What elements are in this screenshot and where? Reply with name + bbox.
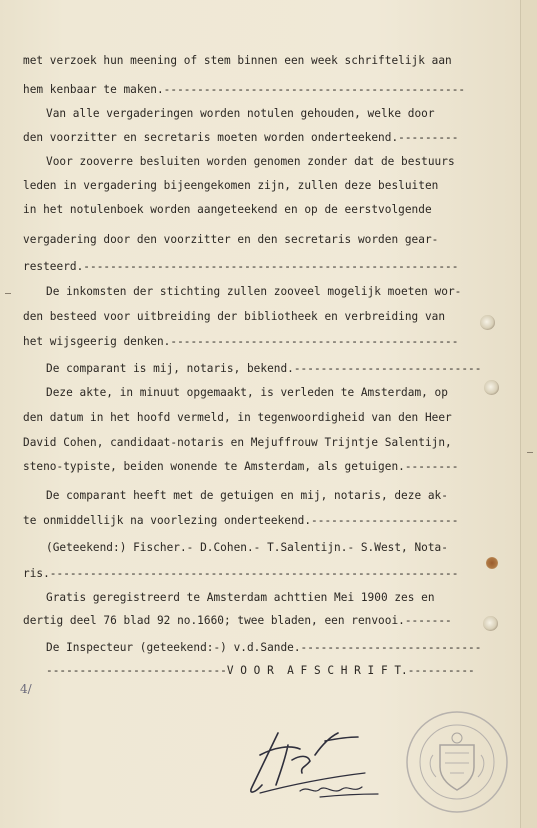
text-line-7: in het notulenboek worden aangeteekend en op de eerstvolgende <box>23 203 432 216</box>
adjacent-page-edge <box>521 0 537 828</box>
text-line-14: Deze akte, in minuut opgemaakt, is verleden te Amsterdam, op <box>46 386 448 399</box>
rust-stain <box>486 557 498 569</box>
text-line-21: ris.------------------------------------------------------------- <box>23 567 459 580</box>
text-line-25: ---------------------------V O O R A F S C H R I F T.---------- <box>46 664 475 677</box>
text-line-12: het wijsgeerig denken.------------------------------------------- <box>23 335 459 348</box>
text-line-4: den voorzitter en secretaris moeten worden onderteekend.--------- <box>23 131 459 144</box>
text-line-24: De Inspecteur (geteekend:-) v.d.Sande.--------------------------- <box>46 641 482 654</box>
notary-signature <box>230 715 390 810</box>
text-line-22: Gratis geregistreerd te Amsterdam achttien Mei 1900 zes en <box>46 591 435 604</box>
punch-hole <box>483 616 498 631</box>
text-line-18: De comparant heeft met de getuigen en mij, notaris, deze ak- <box>46 489 448 502</box>
text-line-6: leden in vergadering bijeengekomen zijn, zullen deze besluiten <box>23 179 439 192</box>
margin-tick-mark <box>5 293 11 294</box>
text-line-23: dertig deel 76 blad 92 no.1660; twee bladen, een renvooi.------- <box>23 614 452 627</box>
margin-pencil-note: 4/ <box>20 682 32 696</box>
text-line-20: (Geteekend:) Fischer.- D.Cohen.- T.Salentijn.- S.West, Nota- <box>46 541 448 554</box>
text-line-19: te onmiddellijk na voorlezing onderteekend.---------------------- <box>23 514 459 527</box>
text-line-8: vergadering door den voorzitter en den secretaris worden gear- <box>23 233 439 246</box>
text-line-3: Van alle vergaderingen worden notulen gehouden, welke door <box>46 107 435 120</box>
text-line-5: Voor zooverre besluiten worden genomen zonder dat de bestuurs <box>46 155 455 168</box>
page-fold-line <box>520 0 521 828</box>
text-line-11: den besteed voor uitbreiding der bibliotheek en verbreiding van <box>23 310 446 323</box>
text-line-17: steno-typiste, beiden wonende te Amsterdam, als getuigen.-------- <box>23 460 459 473</box>
text-line-15: den datum in het hoofd vermeld, in tegenwoordigheid van den Heer <box>23 411 452 424</box>
punch-hole <box>480 315 495 330</box>
notary-seal <box>400 705 515 820</box>
margin-tick-mark <box>527 452 533 453</box>
text-line-2: hem kenbaar te maken.--------------------------------------------- <box>23 83 466 96</box>
punch-hole <box>484 380 499 395</box>
text-line-1: met verzoek hun meening of stem binnen een week schriftelijk aan <box>23 54 452 67</box>
text-line-9: resteerd.-------------------------------------------------------- <box>23 260 459 273</box>
text-line-13: De comparant is mij, notaris, bekend.---------------------------- <box>46 362 482 375</box>
text-line-10: De inkomsten der stichting zullen zooveel mogelijk moeten wor- <box>46 285 462 298</box>
text-line-16: David Cohen, candidaat-notaris en Mejuffrouw Trijntje Salentijn, <box>23 436 452 449</box>
